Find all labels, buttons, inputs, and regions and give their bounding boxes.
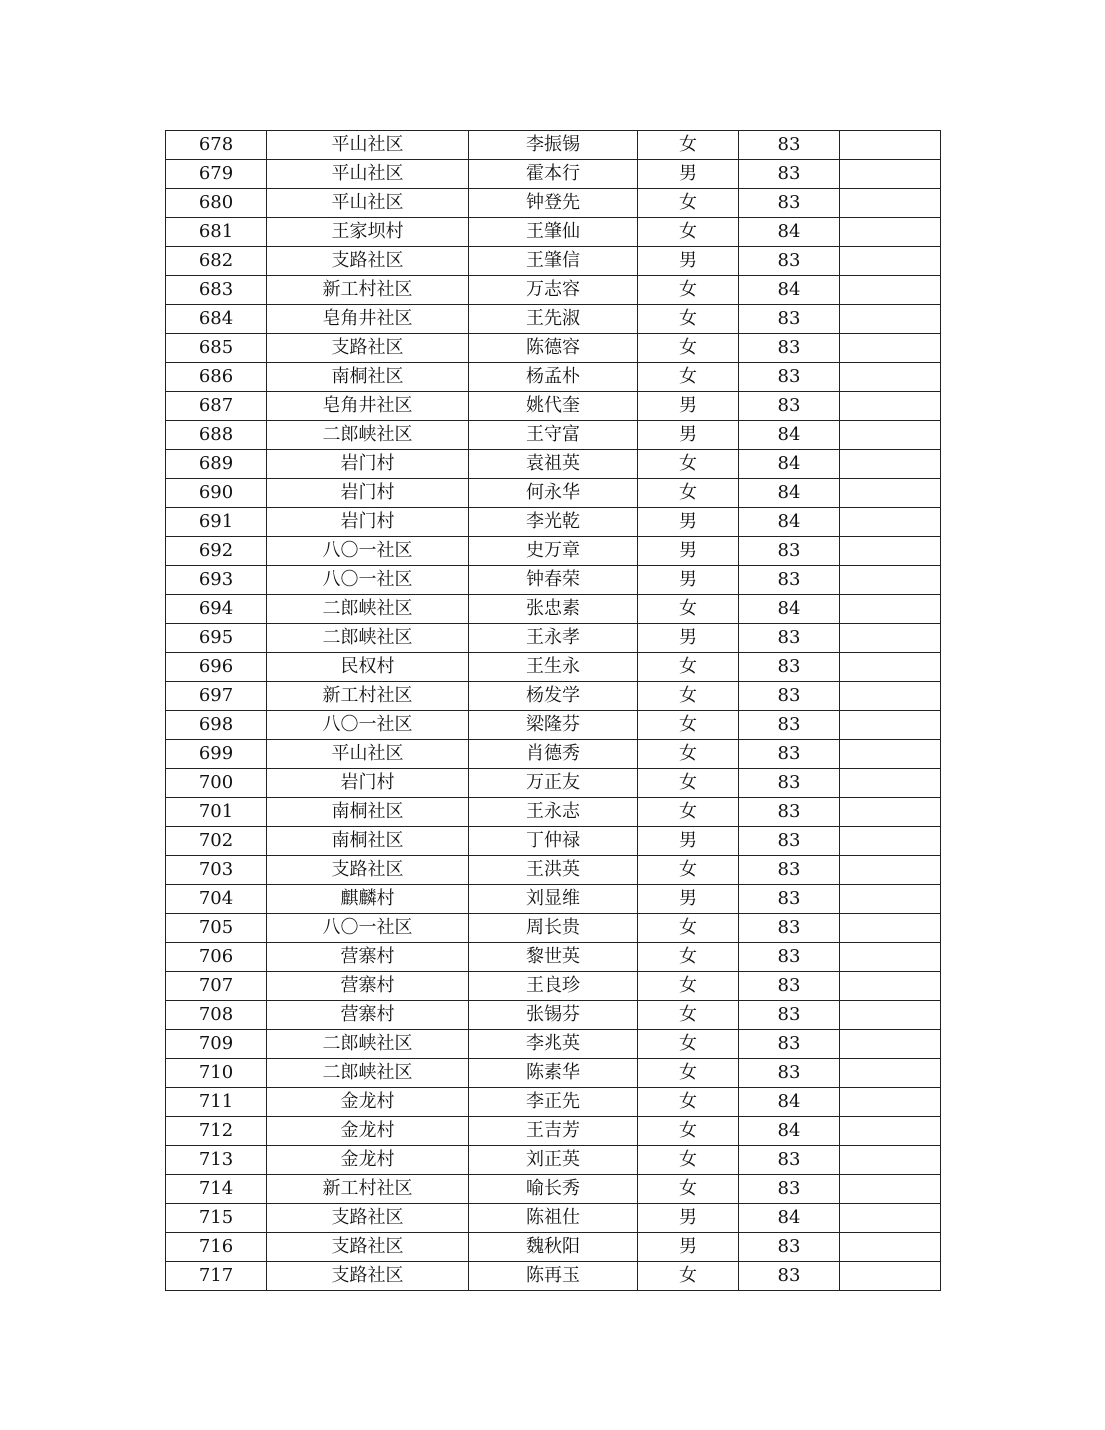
table-row xyxy=(166,1059,941,1088)
gender-cell: 女 xyxy=(638,450,739,479)
community-cell: 营寨村 xyxy=(267,972,469,1001)
table-row xyxy=(166,972,941,1001)
remarks-cell xyxy=(840,537,941,566)
row-number-cell: 684 xyxy=(166,305,267,334)
remarks-cell xyxy=(840,827,941,856)
name-cell: 陈德容 xyxy=(469,334,638,363)
gender-cell: 女 xyxy=(638,479,739,508)
table-row xyxy=(166,1233,941,1262)
remarks-cell xyxy=(840,1204,941,1233)
name-cell: 钟春荣 xyxy=(469,566,638,595)
table-row xyxy=(166,740,941,769)
table-row xyxy=(166,218,941,247)
remarks-cell xyxy=(840,1001,941,1030)
age-cell: 83 xyxy=(739,566,840,595)
table-row xyxy=(166,1262,941,1291)
name-cell: 王守富 xyxy=(469,421,638,450)
gender-cell: 女 xyxy=(638,1059,739,1088)
row-number-cell: 713 xyxy=(166,1146,267,1175)
gender-cell: 男 xyxy=(638,827,739,856)
community-cell: 民权村 xyxy=(267,653,469,682)
community-cell: 金龙村 xyxy=(267,1117,469,1146)
row-number-cell: 692 xyxy=(166,537,267,566)
table-row xyxy=(166,1001,941,1030)
row-number-cell: 696 xyxy=(166,653,267,682)
row-number-cell: 704 xyxy=(166,885,267,914)
age-cell: 83 xyxy=(739,247,840,276)
remarks-cell xyxy=(840,218,941,247)
gender-cell: 女 xyxy=(638,972,739,1001)
age-cell: 83 xyxy=(739,1233,840,1262)
age-cell: 84 xyxy=(739,595,840,624)
name-cell: 黎世英 xyxy=(469,943,638,972)
remarks-cell xyxy=(840,769,941,798)
gender-cell: 女 xyxy=(638,914,739,943)
row-number-cell: 707 xyxy=(166,972,267,1001)
name-cell: 李振锡 xyxy=(469,131,638,160)
name-cell: 王永志 xyxy=(469,798,638,827)
remarks-cell xyxy=(840,1117,941,1146)
community-cell: 支路社区 xyxy=(267,334,469,363)
age-cell: 83 xyxy=(739,740,840,769)
gender-cell: 男 xyxy=(638,247,739,276)
gender-cell: 女 xyxy=(638,682,739,711)
age-cell: 83 xyxy=(739,624,840,653)
table-row xyxy=(166,769,941,798)
row-number-cell: 682 xyxy=(166,247,267,276)
table-row xyxy=(166,305,941,334)
community-cell: 平山社区 xyxy=(267,160,469,189)
gender-cell: 男 xyxy=(638,537,739,566)
table-row xyxy=(166,798,941,827)
remarks-cell xyxy=(840,711,941,740)
name-cell: 王先淑 xyxy=(469,305,638,334)
gender-cell: 女 xyxy=(638,1117,739,1146)
gender-cell: 女 xyxy=(638,363,739,392)
row-number-cell: 678 xyxy=(166,131,267,160)
age-cell: 83 xyxy=(739,827,840,856)
remarks-cell xyxy=(840,1262,941,1291)
row-number-cell: 679 xyxy=(166,160,267,189)
age-cell: 84 xyxy=(739,218,840,247)
age-cell: 83 xyxy=(739,856,840,885)
gender-cell: 女 xyxy=(638,276,739,305)
row-number-cell: 693 xyxy=(166,566,267,595)
name-cell: 丁仲禄 xyxy=(469,827,638,856)
age-cell: 84 xyxy=(739,1204,840,1233)
table-row xyxy=(166,247,941,276)
gender-cell: 男 xyxy=(638,566,739,595)
row-number-cell: 712 xyxy=(166,1117,267,1146)
remarks-cell xyxy=(840,972,941,1001)
age-cell: 83 xyxy=(739,305,840,334)
gender-cell: 女 xyxy=(638,1262,739,1291)
name-cell: 杨孟朴 xyxy=(469,363,638,392)
gender-cell: 男 xyxy=(638,160,739,189)
community-cell: 岩门村 xyxy=(267,769,469,798)
name-cell: 刘正英 xyxy=(469,1146,638,1175)
name-cell: 钟登先 xyxy=(469,189,638,218)
remarks-cell xyxy=(840,1059,941,1088)
name-cell: 陈素华 xyxy=(469,1059,638,1088)
community-cell: 营寨村 xyxy=(267,943,469,972)
name-cell: 魏秋阳 xyxy=(469,1233,638,1262)
age-cell: 83 xyxy=(739,1030,840,1059)
remarks-cell xyxy=(840,508,941,537)
remarks-cell xyxy=(840,363,941,392)
remarks-cell xyxy=(840,160,941,189)
row-number-cell: 701 xyxy=(166,798,267,827)
age-cell: 84 xyxy=(739,421,840,450)
age-cell: 83 xyxy=(739,1001,840,1030)
community-cell: 南桐社区 xyxy=(267,798,469,827)
row-number-cell: 688 xyxy=(166,421,267,450)
remarks-cell xyxy=(840,392,941,421)
table-row xyxy=(166,943,941,972)
name-cell: 姚代奎 xyxy=(469,392,638,421)
name-cell: 陈再玉 xyxy=(469,1262,638,1291)
community-cell: 二郎峡社区 xyxy=(267,1059,469,1088)
row-number-cell: 716 xyxy=(166,1233,267,1262)
row-number-cell: 691 xyxy=(166,508,267,537)
age-cell: 83 xyxy=(739,537,840,566)
gender-cell: 女 xyxy=(638,769,739,798)
gender-cell: 女 xyxy=(638,856,739,885)
community-cell: 支路社区 xyxy=(267,1233,469,1262)
row-number-cell: 687 xyxy=(166,392,267,421)
table-row xyxy=(166,131,941,160)
community-cell: 新工村社区 xyxy=(267,1175,469,1204)
community-cell: 八〇一社区 xyxy=(267,537,469,566)
remarks-cell xyxy=(840,682,941,711)
age-cell: 83 xyxy=(739,160,840,189)
remarks-cell xyxy=(840,653,941,682)
remarks-cell xyxy=(840,1088,941,1117)
name-cell: 李兆英 xyxy=(469,1030,638,1059)
table-row xyxy=(166,479,941,508)
gender-cell: 女 xyxy=(638,189,739,218)
row-number-cell: 703 xyxy=(166,856,267,885)
age-cell: 83 xyxy=(739,943,840,972)
gender-cell: 女 xyxy=(638,711,739,740)
age-cell: 83 xyxy=(739,885,840,914)
table-row xyxy=(166,653,941,682)
age-cell: 83 xyxy=(739,972,840,1001)
remarks-cell xyxy=(840,566,941,595)
age-cell: 83 xyxy=(739,189,840,218)
gender-cell: 女 xyxy=(638,943,739,972)
remarks-cell xyxy=(840,247,941,276)
remarks-cell xyxy=(840,624,941,653)
community-cell: 二郎峡社区 xyxy=(267,624,469,653)
remarks-cell xyxy=(840,1030,941,1059)
table-row xyxy=(166,1204,941,1233)
row-number-cell: 681 xyxy=(166,218,267,247)
table-row xyxy=(166,885,941,914)
community-cell: 南桐社区 xyxy=(267,363,469,392)
gender-cell: 男 xyxy=(638,508,739,537)
remarks-cell xyxy=(840,1146,941,1175)
name-cell: 何永华 xyxy=(469,479,638,508)
remarks-cell xyxy=(840,1175,941,1204)
row-number-cell: 699 xyxy=(166,740,267,769)
remarks-cell xyxy=(840,334,941,363)
age-cell: 84 xyxy=(739,1088,840,1117)
community-cell: 二郎峡社区 xyxy=(267,1030,469,1059)
table-row xyxy=(166,537,941,566)
row-number-cell: 697 xyxy=(166,682,267,711)
gender-cell: 女 xyxy=(638,1175,739,1204)
table-row xyxy=(166,1030,941,1059)
age-cell: 83 xyxy=(739,711,840,740)
community-cell: 平山社区 xyxy=(267,131,469,160)
table-row xyxy=(166,1175,941,1204)
gender-cell: 男 xyxy=(638,392,739,421)
row-number-cell: 680 xyxy=(166,189,267,218)
table-row xyxy=(166,1146,941,1175)
table-row xyxy=(166,421,941,450)
table-row xyxy=(166,189,941,218)
age-cell: 83 xyxy=(739,334,840,363)
name-cell: 梁隆芬 xyxy=(469,711,638,740)
table-row xyxy=(166,856,941,885)
community-cell: 金龙村 xyxy=(267,1088,469,1117)
community-cell: 麒麟村 xyxy=(267,885,469,914)
row-number-cell: 700 xyxy=(166,769,267,798)
age-cell: 83 xyxy=(739,798,840,827)
row-number-cell: 714 xyxy=(166,1175,267,1204)
gender-cell: 男 xyxy=(638,1204,739,1233)
row-number-cell: 683 xyxy=(166,276,267,305)
table-row xyxy=(166,392,941,421)
roster-table xyxy=(165,130,941,1291)
remarks-cell xyxy=(840,595,941,624)
age-cell: 83 xyxy=(739,1175,840,1204)
gender-cell: 女 xyxy=(638,1030,739,1059)
row-number-cell: 698 xyxy=(166,711,267,740)
gender-cell: 女 xyxy=(638,740,739,769)
row-number-cell: 715 xyxy=(166,1204,267,1233)
name-cell: 王吉芳 xyxy=(469,1117,638,1146)
age-cell: 83 xyxy=(739,1059,840,1088)
community-cell: 岩门村 xyxy=(267,450,469,479)
community-cell: 皂角井社区 xyxy=(267,305,469,334)
row-number-cell: 717 xyxy=(166,1262,267,1291)
remarks-cell xyxy=(840,1233,941,1262)
remarks-cell xyxy=(840,798,941,827)
name-cell: 张忠素 xyxy=(469,595,638,624)
community-cell: 平山社区 xyxy=(267,189,469,218)
community-cell: 支路社区 xyxy=(267,1204,469,1233)
community-cell: 新工村社区 xyxy=(267,276,469,305)
name-cell: 王生永 xyxy=(469,653,638,682)
name-cell: 史万章 xyxy=(469,537,638,566)
community-cell: 二郎峡社区 xyxy=(267,595,469,624)
table-row xyxy=(166,276,941,305)
remarks-cell xyxy=(840,479,941,508)
age-cell: 83 xyxy=(739,392,840,421)
table-row xyxy=(166,682,941,711)
remarks-cell xyxy=(840,189,941,218)
table-row xyxy=(166,914,941,943)
name-cell: 张锡芬 xyxy=(469,1001,638,1030)
gender-cell: 女 xyxy=(638,218,739,247)
gender-cell: 男 xyxy=(638,1233,739,1262)
gender-cell: 女 xyxy=(638,334,739,363)
community-cell: 八〇一社区 xyxy=(267,711,469,740)
age-cell: 83 xyxy=(739,769,840,798)
age-cell: 84 xyxy=(739,508,840,537)
name-cell: 万正友 xyxy=(469,769,638,798)
community-cell: 支路社区 xyxy=(267,247,469,276)
table-row xyxy=(166,450,941,479)
table-row xyxy=(166,1117,941,1146)
age-cell: 83 xyxy=(739,1262,840,1291)
age-cell: 83 xyxy=(739,914,840,943)
remarks-cell xyxy=(840,914,941,943)
table-row xyxy=(166,334,941,363)
remarks-cell xyxy=(840,885,941,914)
remarks-cell xyxy=(840,740,941,769)
gender-cell: 男 xyxy=(638,885,739,914)
name-cell: 袁祖英 xyxy=(469,450,638,479)
name-cell: 刘显维 xyxy=(469,885,638,914)
gender-cell: 女 xyxy=(638,1001,739,1030)
name-cell: 杨发学 xyxy=(469,682,638,711)
table-row xyxy=(166,1088,941,1117)
age-cell: 83 xyxy=(739,1146,840,1175)
row-number-cell: 690 xyxy=(166,479,267,508)
remarks-cell xyxy=(840,305,941,334)
age-cell: 83 xyxy=(739,653,840,682)
remarks-cell xyxy=(840,276,941,305)
roster-table-body xyxy=(166,131,941,1291)
name-cell: 李光乾 xyxy=(469,508,638,537)
table-row xyxy=(166,508,941,537)
row-number-cell: 705 xyxy=(166,914,267,943)
age-cell: 84 xyxy=(739,479,840,508)
name-cell: 肖德秀 xyxy=(469,740,638,769)
row-number-cell: 686 xyxy=(166,363,267,392)
row-number-cell: 689 xyxy=(166,450,267,479)
table-row xyxy=(166,566,941,595)
gender-cell: 女 xyxy=(638,131,739,160)
community-cell: 平山社区 xyxy=(267,740,469,769)
community-cell: 皂角井社区 xyxy=(267,392,469,421)
row-number-cell: 708 xyxy=(166,1001,267,1030)
gender-cell: 女 xyxy=(638,653,739,682)
name-cell: 李正先 xyxy=(469,1088,638,1117)
gender-cell: 女 xyxy=(638,798,739,827)
community-cell: 营寨村 xyxy=(267,1001,469,1030)
gender-cell: 女 xyxy=(638,1146,739,1175)
row-number-cell: 702 xyxy=(166,827,267,856)
name-cell: 王肇信 xyxy=(469,247,638,276)
row-number-cell: 695 xyxy=(166,624,267,653)
row-number-cell: 694 xyxy=(166,595,267,624)
row-number-cell: 710 xyxy=(166,1059,267,1088)
gender-cell: 女 xyxy=(638,305,739,334)
name-cell: 王洪英 xyxy=(469,856,638,885)
row-number-cell: 711 xyxy=(166,1088,267,1117)
name-cell: 周长贵 xyxy=(469,914,638,943)
table-row xyxy=(166,363,941,392)
age-cell: 83 xyxy=(739,682,840,711)
name-cell: 喻长秀 xyxy=(469,1175,638,1204)
age-cell: 84 xyxy=(739,276,840,305)
remarks-cell xyxy=(840,421,941,450)
community-cell: 南桐社区 xyxy=(267,827,469,856)
remarks-cell xyxy=(840,450,941,479)
community-cell: 支路社区 xyxy=(267,1262,469,1291)
remarks-cell xyxy=(840,131,941,160)
community-cell: 二郎峡社区 xyxy=(267,421,469,450)
table-row xyxy=(166,160,941,189)
community-cell: 岩门村 xyxy=(267,479,469,508)
community-cell: 八〇一社区 xyxy=(267,566,469,595)
name-cell: 王肇仙 xyxy=(469,218,638,247)
community-cell: 支路社区 xyxy=(267,856,469,885)
name-cell: 霍本行 xyxy=(469,160,638,189)
age-cell: 84 xyxy=(739,1117,840,1146)
table-row xyxy=(166,827,941,856)
row-number-cell: 709 xyxy=(166,1030,267,1059)
row-number-cell: 685 xyxy=(166,334,267,363)
age-cell: 84 xyxy=(739,450,840,479)
name-cell: 万志容 xyxy=(469,276,638,305)
community-cell: 王家坝村 xyxy=(267,218,469,247)
age-cell: 83 xyxy=(739,363,840,392)
table-row xyxy=(166,595,941,624)
name-cell: 王永孝 xyxy=(469,624,638,653)
gender-cell: 女 xyxy=(638,595,739,624)
table-row xyxy=(166,624,941,653)
gender-cell: 男 xyxy=(638,624,739,653)
table-row xyxy=(166,711,941,740)
community-cell: 岩门村 xyxy=(267,508,469,537)
gender-cell: 女 xyxy=(638,1088,739,1117)
remarks-cell xyxy=(840,943,941,972)
community-cell: 八〇一社区 xyxy=(267,914,469,943)
community-cell: 新工村社区 xyxy=(267,682,469,711)
remarks-cell xyxy=(840,856,941,885)
age-cell: 83 xyxy=(739,131,840,160)
row-number-cell: 706 xyxy=(166,943,267,972)
name-cell: 陈祖仕 xyxy=(469,1204,638,1233)
community-cell: 金龙村 xyxy=(267,1146,469,1175)
name-cell: 王良珍 xyxy=(469,972,638,1001)
gender-cell: 男 xyxy=(638,421,739,450)
